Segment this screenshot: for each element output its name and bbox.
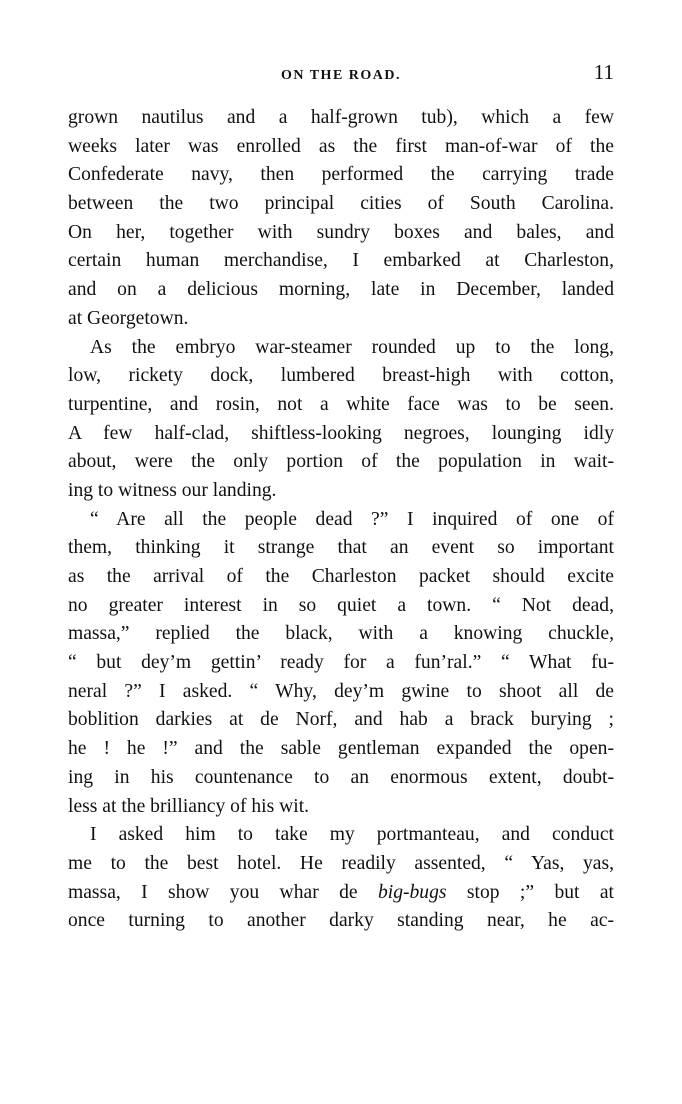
text-line: On her, together with sundry boxes and bales, and (68, 221, 614, 243)
page-header (68, 60, 614, 90)
text-line: less at the brilliancy of his wit. (68, 795, 310, 817)
text-line: me to the best hotel. He readily assented, “ Yas, yas, (68, 852, 614, 874)
text-line: and on a delicious morning, late in December, landed (68, 279, 614, 301)
text-segment: massa, I show you whar de (68, 881, 378, 903)
text-line: “ but dey’m gettin’ ready for a fun’ral.” “ What fu- (68, 652, 614, 674)
text-line: massa,” replied the black, with a knowing chuckle, (68, 623, 614, 645)
text-line: between the two principal cities of South Carolina. (68, 193, 614, 215)
text-line: he ! he !” and the sable gentleman expanded the open- (68, 738, 614, 760)
text-line: ing to witness our landing. (68, 479, 277, 501)
text-line: neral ?” I asked. “ Why, dey’m gwine to shoot all de (68, 680, 614, 702)
text-line: no greater interest in so quiet a town. “ Not dead, (68, 594, 614, 616)
text-line: turpentine, and rosin, not a white face was to be seen. (68, 393, 614, 415)
italic-text: big-bugs (377, 881, 447, 903)
text-segment: stop ;” but at (446, 881, 614, 903)
text-line: As the embryo war-steamer rounded up to the long, (90, 336, 614, 358)
text-line: grown nautilus and a half-grown tub), which a few (68, 107, 614, 128)
text-line: them, thinking it strange that an event so important (68, 537, 614, 559)
text-line: about, were the only portion of the population in wait- (68, 451, 614, 473)
text-line: certain human merchandise, I embarked at Charleston, (68, 250, 614, 272)
text-line: at Georgetown. (68, 307, 189, 329)
body-text (68, 104, 614, 936)
text-line: weeks later was enrolled as the first man-of-war of the (68, 135, 614, 157)
text-line (68, 879, 614, 908)
page-number: 11 (593, 60, 614, 84)
text-line: I asked him to take my portmanteau, and conduct (90, 824, 614, 846)
text-line: boblition darkies at de Norf, and hab a brack burying ; (68, 709, 614, 731)
text-line: as the arrival of the Charleston packet should excite (68, 566, 614, 587)
running-head: ON THE ROAD. (280, 68, 402, 83)
text-line: once turning to another darky standing near, he ac- (68, 910, 614, 932)
text-line: low, rickety dock, lumbered breast-high with cotton, (68, 365, 614, 387)
text-line: Confederate navy, then performed the carrying trade (68, 164, 614, 186)
text-line: A few half-clad, shiftless-looking negroes, lounging idly (68, 422, 614, 444)
text-line: “ Are all the people dead ?” I inquired of one of (90, 508, 614, 530)
text-line: ing in his countenance to an enormous extent, doubt- (68, 766, 614, 788)
